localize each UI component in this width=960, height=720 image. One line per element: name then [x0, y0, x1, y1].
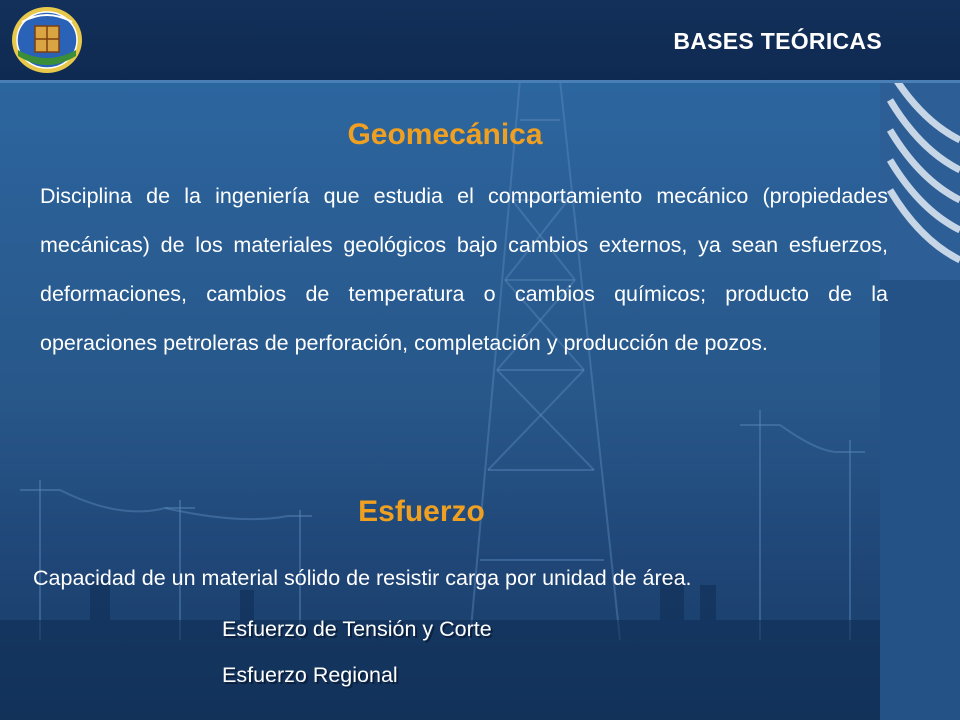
paragraph-esfuerzo: Capacidad de un material sólido de resistir carga por unidad de área. — [33, 566, 692, 590]
heading-geomecanica: Geomecánica — [347, 118, 543, 151]
header-title: BASES TEÓRICAS — [673, 28, 882, 54]
list-item: Esfuerzo de Tensión y Corte — [222, 617, 492, 641]
list-item: Esfuerzo Regional — [222, 663, 398, 687]
institution-crest-icon — [10, 4, 84, 76]
header-band — [0, 0, 960, 83]
paragraph-geomecanica: Disciplina de la ingeniería que estudia el comportamiento mecánico (propiedades mecánicas) de los materiales geológicos bajo cambios externos, ya sean esfuerzos, deformaciones, cambios de temperatura o cambios químicos; producto de la operaciones petroleras de perforación, completación y producción de pozos. — [40, 184, 888, 355]
decorative-stripes — [880, 80, 960, 720]
heading-esfuerzo: Esfuerzo — [358, 495, 485, 528]
